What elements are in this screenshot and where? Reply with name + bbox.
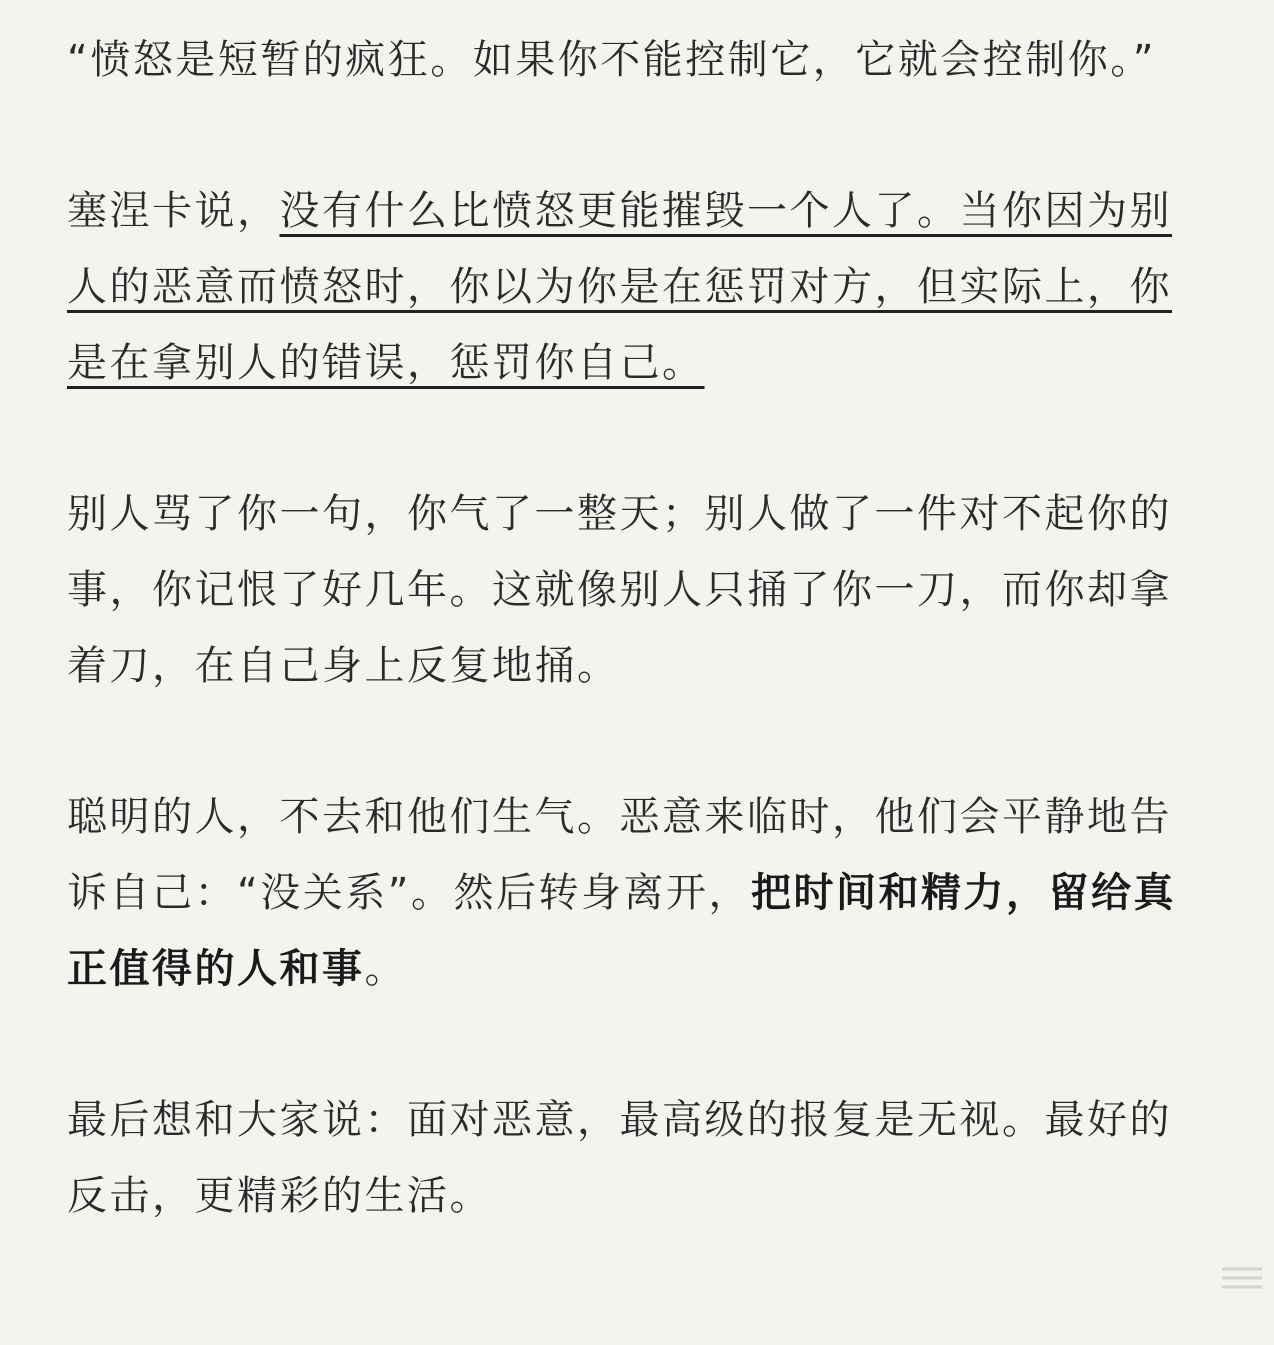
example-text: 别人骂了你一句，你气了一整天；别人做了一件对不起你的事，你记恨了好几年。这就像别人只捅了你一刀，而你却拿着刀，在自己身上反复地捅。 [67,491,1172,689]
wise-lead: 聪明的人，不去和他们生气。恶意来临时，他们会平静地告诉自己：“没关系”。然后转身离开， [67,794,1172,916]
seneca-lead: 塞涅卡说， [67,188,280,234]
closing-paragraph [67,1082,1207,1234]
seneca-paragraph [67,173,1207,401]
example-paragraph [67,476,1207,704]
article-body [67,22,1207,1234]
underlined-passage: 没有什么比愤怒更能摧毁一个人了。当你因为别人的恶意而愤怒时，你以为你是在惩罚对方，但实际上，你是在拿别人的错误，惩罚你自己。 [67,188,1172,386]
quote-text: “愤怒是短暂的疯狂。如果你不能控制它，它就会控制你。” [67,37,1156,83]
wise-tail: 。 [364,946,407,992]
wise-people-paragraph [67,779,1207,1007]
quote-paragraph [67,22,1207,98]
watermark-icon [1220,1263,1264,1293]
closing-text: 最后想和大家说：面对恶意，最高级的报复是无视。最好的反击，更精彩的生活。 [67,1097,1172,1219]
bold-passage: 把时间和精力，留给真正值得的人和事 [67,870,1176,992]
